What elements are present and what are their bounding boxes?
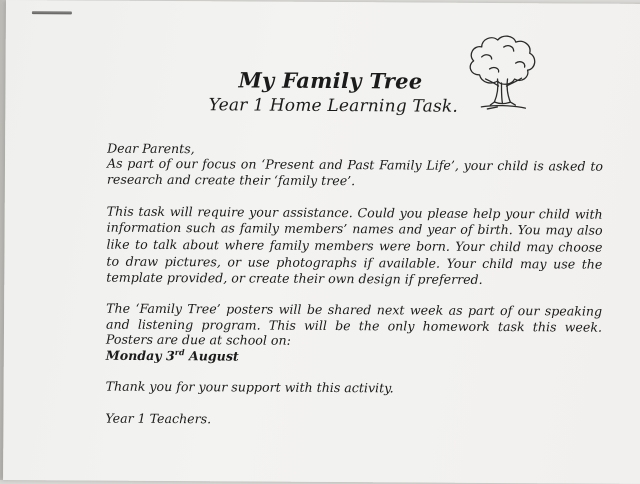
paragraph2-line: like to talk about where family members were born. Your child may choose: [106, 236, 603, 255]
greeting: Dear Parents,: [107, 140, 195, 157]
page-subtitle: Year 1 Home Learning Task.: [208, 95, 459, 117]
paragraph2-line: information such as family members’ names and year of birth. You may also: [106, 219, 603, 238]
paragraph2-line: to draw pictures, or use photographs if available. Your child may use the: [106, 253, 603, 272]
signoff: Year 1 Teachers.: [105, 410, 212, 427]
page-title: My Family Tree: [238, 67, 423, 94]
paragraph3-line: The ‘Family Tree’ posters will be shared next week as part of our speaking: [106, 300, 603, 319]
due-date-ordinal: rd: [174, 347, 185, 358]
due-date-day: Monday 3: [105, 347, 175, 364]
due-date: [106, 347, 239, 364]
paragraph3-line: and listening program. This will be the only homework task this week.: [105, 316, 603, 335]
paragraph2-line: template provided, or create their own design if preferred.: [106, 269, 483, 287]
paragraph1-line: As part of our focus on ‘Present and Past Family Life’, your child is asked to: [106, 155, 604, 174]
letter-page: [3, 0, 640, 484]
due-date-month: August: [184, 348, 239, 364]
paragraph3-line: Posters are due at school on:: [105, 331, 291, 348]
paragraph2-line: This task will require your assistance. Could you please help your child with: [106, 203, 603, 222]
paragraph1-line: research and create their ‘family tree’.: [106, 171, 356, 189]
thanks-line: Thank you for your support with this activity.: [105, 378, 394, 396]
staple: [32, 11, 72, 14]
